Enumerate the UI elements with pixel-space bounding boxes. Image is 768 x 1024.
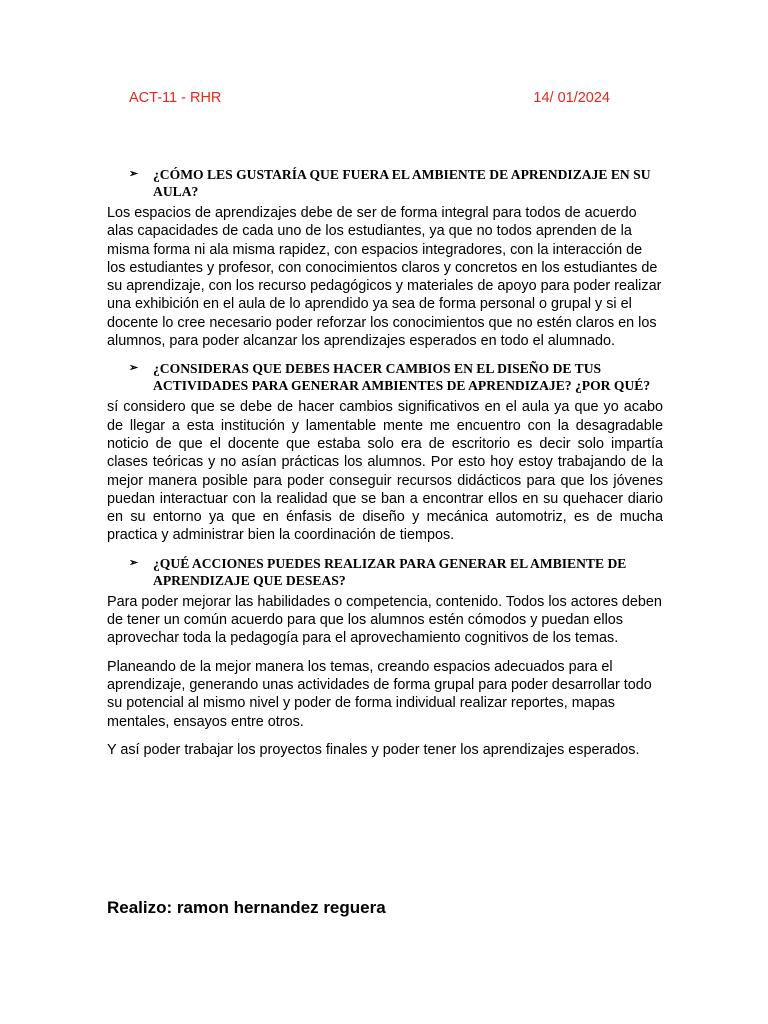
question-text: ¿CONSIDERAS QUE DEBES HACER CAMBIOS EN EL DISEÑO DE TUS ACTIVIDADES PARA GENERAR AMBIENTES DE APRENDIZAJE? ¿POR QUÉ? xyxy=(153,361,651,394)
answer-paragraph: sí considero que se debe de hacer cambios significativos en el aula ya que yo acabo de llegar a esta institución y lamentable mente me encuentro con la desagradable noticio de que el docente que estaba solo era de escritorio es decir solo impartía clases teóricas y no asían prácticas los alumnos. Por esto hoy estoy trabajando de la mejor manera posible para poder conseguir recursos didácticos para que los jóvenes puedan interactuar con la realidad que se ban a encontrar ellos en su quehacer diario en su entorno ya que en énfasis de diseño y mecánica automotriz, es de mucha practica y administrar bien la coordinación de tiempos. xyxy=(107,399,663,544)
question-text: ¿CÓMO LES GUSTARÍA QUE FUERA EL AMBIENTE DE APRENDIZAJE EN SU AULA? xyxy=(153,167,651,199)
activity-code: ACT-11 - RHR xyxy=(129,90,222,106)
document-date: 14/ 01/2024 xyxy=(533,90,610,106)
answer-paragraph: Planeando de la mejor manera los temas, creando espacios adecuados para el aprendizaje, generando unas actividades de forma grupal para poder desarrollar todo su potencial al mismo nivel y poder de forma individual realizar reportes, mapas mentales, ensayos entre otros. xyxy=(107,658,652,730)
answer-paragraph: Y así poder trabajar los proyectos finales y poder tener los aprendizajes esperados. xyxy=(107,741,640,758)
arrow-bullet-icon: ➢ xyxy=(129,362,139,375)
document-body xyxy=(107,166,663,769)
question-heading xyxy=(107,360,663,394)
answer-paragraph: Los espacios de aprendizajes debe de ser de forma integral para todos de acuerdo alas capacidades de cada uno de los estudiantes, ya que no todos aprenden de la misma forma ni ala misma rapidez, con espacios integradores, con la interacción de los estudiantes y profesor, con conocimientos claros y concretos en los estudiantes de su aprendizaje, con los recurso pedagógicos y materiales de apoyo para poder realizar una exhibición en el aula de lo aprendido ya sea de forma personal o grupal y si el docente lo cree necesario poder reforzar los conocimientos que no estén claros en los alumnos, para poder alcanzar los aprendizajes esperados en todo el alumnado. xyxy=(107,205,662,350)
arrow-bullet-icon: ➢ xyxy=(129,556,139,569)
question-text: ¿QUÉ ACCIONES PUEDES REALIZAR PARA GENERAR EL AMBIENTE DE APRENDIZAJE QUE DESEAS? xyxy=(153,555,627,588)
arrow-bullet-icon: ➢ xyxy=(129,168,139,180)
answer-paragraph: Para poder mejorar las habilidades o competencia, contenido. Todos los actores deben de tener un común acuerdo para que los alumnos estén cómodos y puedan ellos aprovechar toda la pedagogía para el aprovechamiento cognitivos de los temas. xyxy=(107,593,662,647)
author-signature: Realizo: ramon hernandez reguera xyxy=(107,898,386,917)
question-heading xyxy=(107,555,663,589)
question-heading xyxy=(107,166,663,200)
document-header xyxy=(129,90,610,106)
